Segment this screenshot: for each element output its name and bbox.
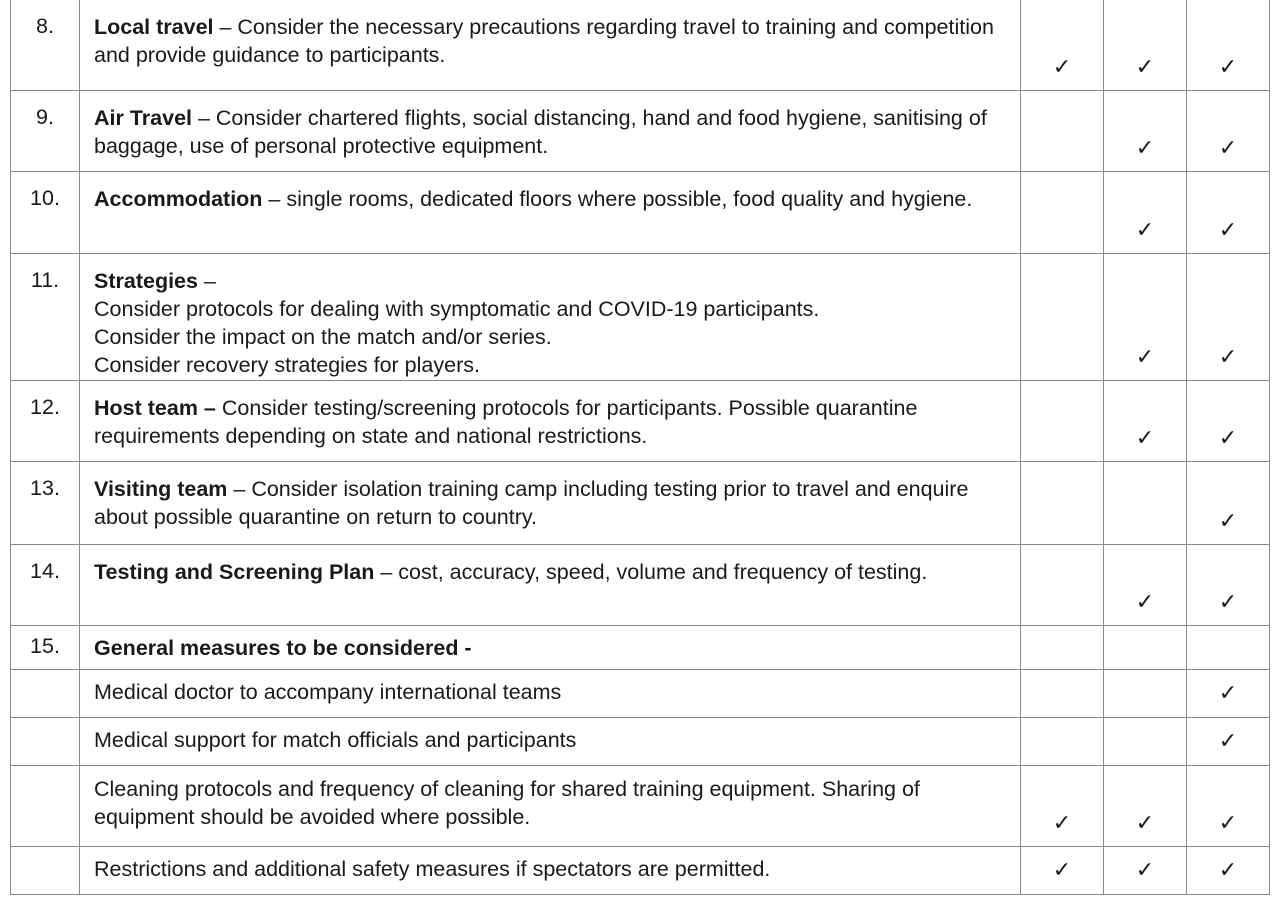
strategy-line: Consider recovery strategies for players.: [94, 352, 480, 377]
check-mark-icon: [1021, 625, 1104, 669]
check-mark-icon: ✓: [1104, 846, 1187, 894]
item-text: Medical doctor to accompany international teams: [94, 679, 562, 704]
table-row: [11, 544, 1270, 625]
table-row: [11, 253, 1270, 380]
item-description: [80, 253, 1021, 380]
check-mark-icon: ✓: [1104, 253, 1187, 380]
check-mark-icon: ✓: [1021, 765, 1104, 846]
check-mark-icon: ✓: [1104, 544, 1187, 625]
check-mark-icon: [1021, 461, 1104, 544]
item-number: 14.: [11, 544, 80, 625]
check-mark-icon: ✓: [1187, 380, 1270, 461]
item-text: Consider testing/screening protocols for participants. Possible quarantine requirements depending on state and national restrictions.: [94, 395, 918, 448]
item-number: 8.: [11, 0, 80, 90]
table-row: [11, 171, 1270, 253]
item-text: Cleaning protocols and frequency of cleaning for shared training equipment. Sharing of equipment should be avoided where possible.: [94, 776, 920, 829]
item-heading: Testing and Screening Plan: [94, 559, 375, 584]
item-description: [80, 380, 1021, 461]
item-number: 10.: [11, 171, 80, 253]
table-row: [11, 669, 1270, 717]
check-mark-icon: ✓: [1104, 90, 1187, 171]
check-mark-icon: ✓: [1104, 380, 1187, 461]
check-mark-icon: ✓: [1187, 0, 1270, 90]
check-mark-icon: ✓: [1104, 171, 1187, 253]
check-mark-icon: ✓: [1187, 717, 1270, 765]
item-number: 12.: [11, 380, 80, 461]
check-mark-icon: ✓: [1104, 0, 1187, 90]
strategy-line: Consider the impact on the match and/or series.: [94, 324, 552, 349]
check-mark-icon: ✓: [1187, 846, 1270, 894]
item-heading: Host team –: [94, 395, 216, 420]
item-number: 11.: [11, 253, 80, 380]
item-heading: Local travel: [94, 15, 214, 39]
table-body: [11, 0, 1270, 894]
check-mark-icon: [1021, 171, 1104, 253]
check-mark-icon: [1104, 669, 1187, 717]
item-description: [80, 544, 1021, 625]
item-description: [80, 461, 1021, 544]
measures-table: [10, 0, 1270, 895]
item-text: – Consider chartered flights, social distancing, hand and food hygiene, sanitising of baggage, use of personal protective equipment.: [94, 105, 987, 158]
item-description: [80, 669, 1021, 717]
item-heading: General measures to be considered -: [94, 635, 472, 660]
item-number: 13.: [11, 461, 80, 544]
table-row: [11, 846, 1270, 894]
check-mark-icon: [1021, 380, 1104, 461]
table-row: [11, 90, 1270, 171]
item-number: [11, 846, 80, 894]
item-text: – cost, accuracy, speed, volume and frequency of testing.: [374, 559, 928, 584]
item-text: – single rooms, dedicated floors where possible, food quality and hygiene.: [262, 186, 973, 211]
check-mark-icon: ✓: [1021, 846, 1104, 894]
table-row: [11, 765, 1270, 846]
check-mark-icon: [1104, 625, 1187, 669]
check-mark-icon: ✓: [1187, 669, 1270, 717]
check-mark-icon: ✓: [1021, 0, 1104, 90]
check-mark-icon: [1021, 544, 1104, 625]
item-heading: Strategies: [94, 268, 198, 293]
item-description: [80, 625, 1021, 669]
strategy-line: Consider protocols for dealing with symptomatic and COVID-19 participants.: [94, 296, 820, 321]
check-mark-icon: [1104, 717, 1187, 765]
check-mark-icon: ✓: [1104, 765, 1187, 846]
item-heading: Visiting team: [94, 476, 228, 501]
item-number: 15.: [11, 625, 80, 669]
check-mark-icon: ✓: [1187, 90, 1270, 171]
table-row: [11, 0, 1270, 90]
item-text: –: [197, 268, 216, 293]
check-mark-icon: [1187, 625, 1270, 669]
item-description: [80, 846, 1021, 894]
check-mark-icon: ✓: [1187, 461, 1270, 544]
item-description: [80, 0, 1021, 90]
item-heading: Accommodation: [94, 186, 263, 211]
item-text: – Consider isolation training camp including testing prior to travel and enquire about possible quarantine on return to country.: [94, 476, 969, 529]
check-mark-icon: [1021, 90, 1104, 171]
check-mark-icon: [1021, 717, 1104, 765]
item-text: – Consider the necessary precautions regarding travel to training and competition and provide guidance to participants.: [94, 15, 994, 67]
item-description: [80, 171, 1021, 253]
item-text: Medical support for match officials and participants: [94, 727, 577, 752]
item-number: [11, 717, 80, 765]
item-description: [80, 90, 1021, 171]
check-mark-icon: [1104, 461, 1187, 544]
item-text: Restrictions and additional safety measures if spectators are permitted.: [94, 856, 771, 881]
item-number: [11, 765, 80, 846]
check-mark-icon: ✓: [1187, 765, 1270, 846]
check-mark-icon: [1021, 253, 1104, 380]
table-row: [11, 717, 1270, 765]
item-description: [80, 765, 1021, 846]
item-description: [80, 717, 1021, 765]
check-mark-icon: ✓: [1187, 171, 1270, 253]
item-number: 9.: [11, 90, 80, 171]
check-mark-icon: [1021, 669, 1104, 717]
item-heading: Air Travel: [94, 105, 192, 130]
check-mark-icon: ✓: [1187, 253, 1270, 380]
table-row: [11, 461, 1270, 544]
table-row: [11, 625, 1270, 669]
item-number: [11, 669, 80, 717]
check-mark-icon: ✓: [1187, 544, 1270, 625]
table-row: [11, 380, 1270, 461]
